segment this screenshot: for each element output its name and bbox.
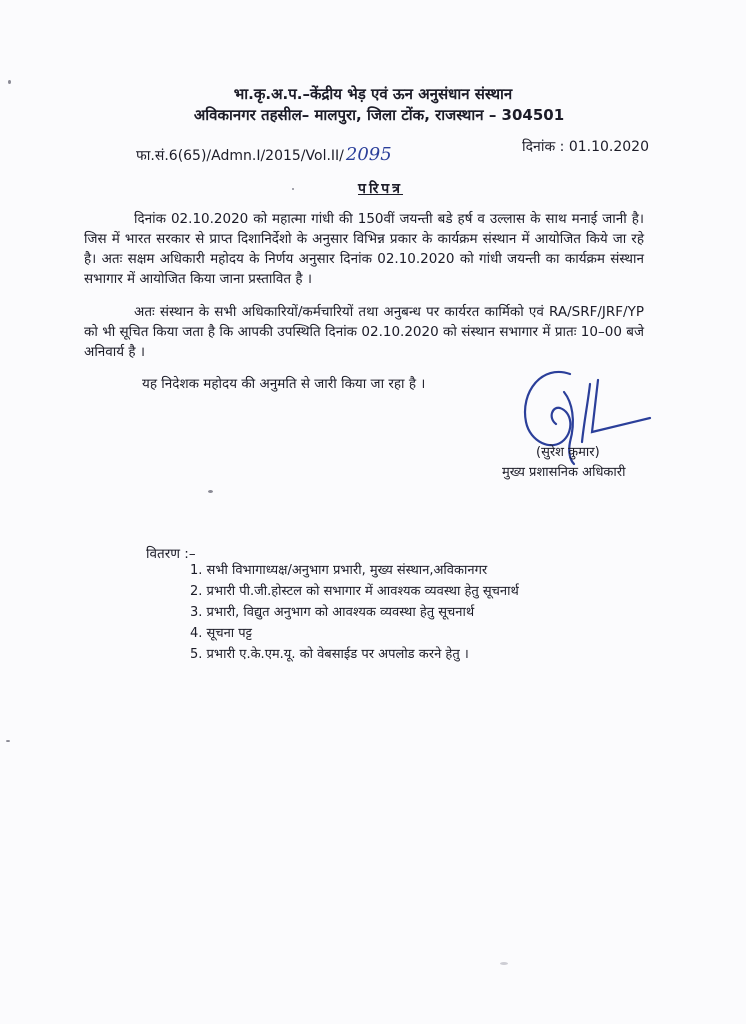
body-paragraph-2: अतः संस्थान के सभी अधिकारियों/कर्मचारियों तथा अनुबन्ध पर कार्यरत कार्मिको एवं RA/SRF/JRF/YP को भी सूचित किया जता है कि आपकी उपस्थिति दिनांक 02.10.2020 को संस्थान सभागार में प्रातः 10–00 बजे अनिवार्य है । [84, 304, 644, 360]
distribution-item: 4. सूचना पट्ट [190, 626, 253, 641]
scan-speck [208, 490, 213, 493]
body-paragraph-1: दिनांक 02.10.2020 को महात्मा गांधी की 150वीं जयन्ती बडे हर्ष व उल्लास के साथ मनाई जानी है। जिस में भारत सरकार से प्राप्त दिशानिर्देशो के अनुसार विभिन्न प्रकार के कार्यक्रम संस्थान में आयोजित किये जा रहे है। अतः सक्षम अधिकारी महोदय के निर्णय अनुसार दिनांक 02.10.2020 को गांधी जयन्ती का कार्यक्रम संस्थान सभागार में आयोजित किया जाना प्रस्तावित है । [84, 211, 644, 287]
scan-speck [8, 80, 11, 84]
distribution-item: 2. प्रभारी पी.जी.होस्टल को सभागार में आवश्यक व्यवस्था हेतु सूचनार्थ [190, 584, 519, 599]
issue-date: दिनांक : 01.10.2020 [522, 139, 649, 155]
distribution-label: वितरण :– [146, 546, 196, 562]
institute-address: अविकानगर तहसील– मालपुरा, जिला टोंक, राजस्थान – 304501 [193, 106, 565, 124]
distribution-list [190, 560, 519, 665]
file-reference [136, 144, 392, 165]
signatory-designation: मुख्य प्रशासनिक अधिकारी [502, 465, 626, 480]
distribution-item: 3. प्रभारी, विद्युत अनुभाग को आवश्यक व्यवस्था हेतु सूचनार्थ [190, 605, 475, 620]
circular-title: परिपत्र [358, 181, 403, 197]
scan-speck [500, 962, 508, 965]
body-paragraph-3: यह निदेशक महोदय की अनुमति से जारी किया जा रहा है । [142, 376, 426, 392]
file-number: फा.सं.6(65)/Admn.I/2015/Vol.II/ [136, 148, 344, 164]
scan-speck [292, 188, 294, 190]
distribution-item: 5. प्रभारी ए.के.एम.यू. को वेबसाईड पर अपलोड करने हेतु । [190, 647, 469, 662]
distribution-item: 1. सभी विभागाध्यक्ष/अनुभाग प्रभारी, मुख्य संस्थान,अविकानगर [190, 563, 488, 578]
handwritten-dispatch-number: 2095 [345, 144, 392, 165]
signatory-name: (सुरेश कुमार) [536, 445, 600, 460]
institute-name: भा.कृ.अ.प.–केंद्रीय भेड़ एवं ऊन अनुसंधान संस्थान [233, 85, 513, 103]
scan-speck [6, 740, 10, 742]
